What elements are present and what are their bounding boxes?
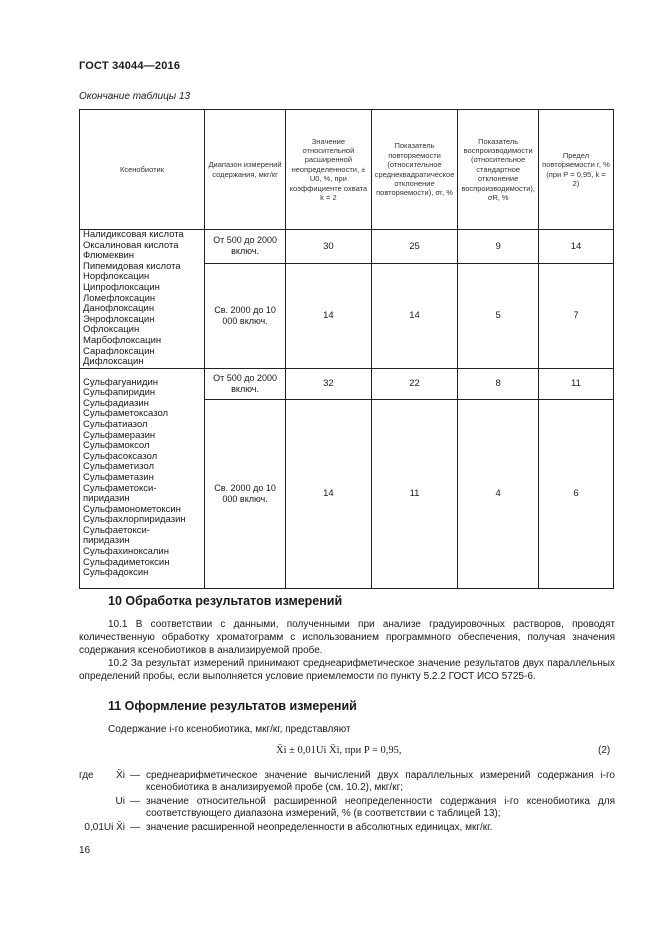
definition-2 xyxy=(79,796,615,822)
header-repeatability: Показатель повторяемости (относительное среднеквадратическое отклонение повторяемости), σr, % xyxy=(371,110,458,230)
formula: X̄i ± 0,01Ui X̄i, при P = 0,95, xyxy=(276,745,402,756)
uncertainty-cell: 14 xyxy=(286,263,372,368)
definition-dash: — xyxy=(130,822,140,833)
uncertainty-cell: 30 xyxy=(286,230,372,264)
range-cell: Св. 2000 до 10 000 включ. xyxy=(205,399,286,588)
definition-text: среднеарифметическое значение вычислений двух параллельных измерений содержания i-го ксенобиотика в анализируемой пробе (см. 10.2), мкг/кг; xyxy=(146,770,615,793)
definition-dash: — xyxy=(130,770,140,781)
table-header-row xyxy=(80,110,614,230)
section-11-title: 11 Оформление результатов измерений xyxy=(108,699,357,713)
definition-text: значение относительной расширенной неопределенности содержания i-го ксенобиотика для соответствующего диапазона измерений, % (в соответствии с таблицей 13); xyxy=(146,796,615,819)
definition-text: значение расширенной неопределенности в абсолютных единицах, мкг/кг. xyxy=(146,822,493,833)
range-cell: От 500 до 2000 включ. xyxy=(205,368,286,399)
header-repeatability-limit: Предел повторяемости r, % (при P = 0,95, k = 2) xyxy=(538,110,613,230)
range-cell: Св. 2000 до 10 000 включ. xyxy=(205,263,286,368)
reproducibility-cell: 5 xyxy=(458,263,539,368)
limit-cell: 7 xyxy=(538,263,613,368)
header-reproducibility: Показатель воспроизводимости (относительное стандартное отклонение воспроизводимости), σR, % xyxy=(458,110,539,230)
definition-symbol: Ui xyxy=(115,796,125,807)
limit-cell: 14 xyxy=(538,230,613,264)
formula-number: (2) xyxy=(598,745,611,756)
section-10-title: 10 Обработка результатов измерений xyxy=(108,594,343,608)
repeatability-cell: 25 xyxy=(371,230,458,264)
reproducibility-cell: 9 xyxy=(458,230,539,264)
header-range: Диапазон измерений содержания, мкг/кг xyxy=(205,110,286,230)
table-caption: Окончание таблицы 13 xyxy=(79,91,191,102)
paragraph-10-1: 10.1 В соответствии с данными, полученными при анализе градуировочных растворов, проводят количественную обработку хроматограмм с использованием программного обеспечения, получая значения содержания ксенобиотиков в анализируемой пробе. xyxy=(79,619,615,656)
group-1-names: Налидиксовая кислота Оксалиновая кислота Флюмеквин Пипемидовая кислота Норфлоксацин Ципрофлоксацин Ломефлоксацин Данофлоксацин Энрофлоксацин Офлоксацин Марбофлоксацин Сарафлоксацин Дифлоксацин xyxy=(80,230,205,369)
uncertainty-cell: 14 xyxy=(286,399,372,588)
where-label: где xyxy=(79,770,94,781)
repeatability-cell: 11 xyxy=(371,399,458,588)
repeatability-cell: 14 xyxy=(371,263,458,368)
definition-symbol: 0,01Ui X̄i xyxy=(84,822,125,833)
reproducibility-cell: 8 xyxy=(458,368,539,399)
range-cell: От 500 до 2000 включ. xyxy=(205,230,286,264)
intro-text: Содержание i-го ксенобиотика, мкг/кг, представляют xyxy=(108,724,351,735)
header-uncertainty: Значение относительной расширенной неопределенности, ± U0, %, при коэффициенте охвата k = 2 xyxy=(286,110,372,230)
limit-cell: 6 xyxy=(538,399,613,588)
limit-cell: 11 xyxy=(538,368,613,399)
definition-symbol: X̄i xyxy=(116,770,125,781)
header-xenobiotic: Ксенобиотик xyxy=(80,110,205,230)
results-table xyxy=(79,109,614,589)
paragraph-10-2: 10.2 За результат измерений принимают среднеарифметическое значение результатов двух параллельных определений пробы, если выполняется условие приемлемости по пункту 5.2.2 ГОСТ ИСО 5725-6. xyxy=(79,658,615,682)
group-2-names: Сульфагуанидин Сульфапиридин Сульфадиазин Сульфаметоксазол Сульфатиазол Сульфамеразин Сульфамоксол Сульфасоксазол Сульфаметизол Сульфаметазин Сульфаметокси- пиридазин Сульфамонометоксин Сульфахлорпиридазин Сульфаетокси- пиридазин Сульфахиноксалин Сульфадиметоксин Сульфадоксин xyxy=(80,368,205,588)
definition-dash: — xyxy=(130,796,140,807)
repeatability-cell: 22 xyxy=(371,368,458,399)
table-row xyxy=(80,230,614,264)
definition-3 xyxy=(79,822,615,836)
table-row xyxy=(80,368,614,399)
reproducibility-cell: 4 xyxy=(458,399,539,588)
definition-1 xyxy=(79,770,615,796)
uncertainty-cell: 32 xyxy=(286,368,372,399)
page-number: 16 xyxy=(79,845,91,856)
standard-header: ГОСТ 34044—2016 xyxy=(79,60,181,72)
